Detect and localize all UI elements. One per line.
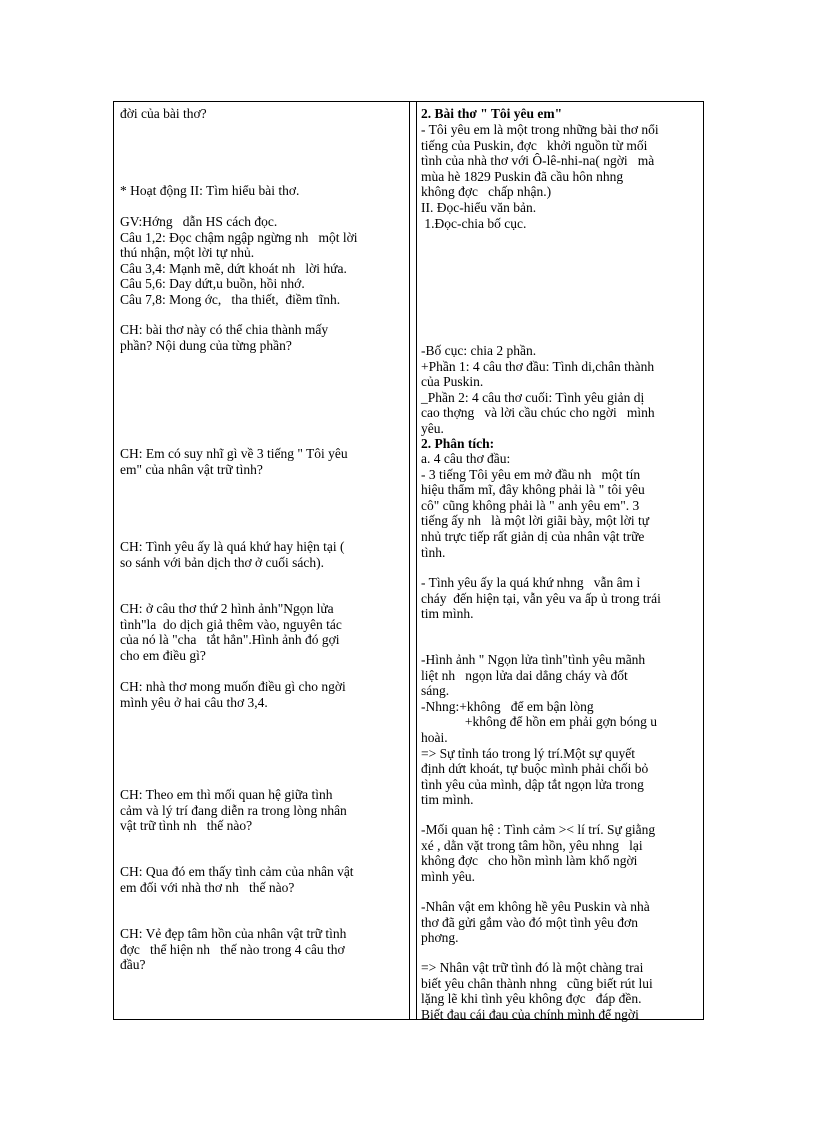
left-text-block: CH: nhà thơ mong muốn điều gì cho ngời mình yêu ở hai câu thơ 3,4. [120,679,346,710]
left-text-block: CH: Em có suy nhĩ gì về 3 tiếng " Tôi yêu em" của nhân vật trữ tình? [120,446,348,477]
left-text-block: * Hoạt động II: Tìm hiểu bài thơ. [120,183,300,198]
left-text-block: CH: Theo em thì mối quan hệ giữa tình cảm và lý trí đang diễn ra trong lòng nhân vật trữ tình nh thế nào? [120,787,347,834]
section-heading: 2. Phân tích: [421,436,495,451]
left-text-block: CH: Qua đó em thấy tình cảm của nhân vật em đối với nhà thơ nh thế nào? [120,864,354,895]
right-text-block: => Nhân vật trữ tình đó là một chàng trai biết yêu chân thành nhng cũng biết rút lui lặng lẽ khi tình yêu không đợc đáp đền. Biết đau cái đau của chính mình để ngời [421,960,653,1022]
left-text-block: CH: bài thơ này có thể chia thành mấy phần? Nội dung của từng phần? [120,322,329,353]
left-text-block: CH: ở câu thơ thứ 2 hình ảnh"Ngọn lửa tình"la do dịch giả thêm vào, nguyên tác của nó là "cha tắt hẳn".Hình ảnh đó gợi cho em điều gì? [120,601,342,663]
lesson-table [113,101,704,1020]
left-text-block: đời của bài thơ? [120,106,207,121]
right-text-block: -Nhân vật em không hề yêu Puskin và nhà thơ đã gửi gắm vào đó một tình yêu đơn phơng. [421,899,650,946]
teacher-activity-column [114,102,410,1019]
right-text-block: -Mối quan hệ : Tình cảm >< lí trí. Sự giằng xé , dằn vặt trong tâm hồn, yêu nhng lại không đợc cho hồn mình làm khổ ngời mình yêu. [421,822,656,884]
right-text-block: -Bố cục: chia 2 phần. +Phần 1: 4 câu thơ đầu: Tình di,chân thành của Puskin. _Phần 2: 4 câu thơ cuối: Tình yêu giản dị cao thợng và lời cầu chúc cho ngời mình yêu. [421,343,655,436]
left-text-block: CH: Tình yêu ấy là quá khứ hay hiện tại ( so sánh với bản dịch thơ ở cuối sách). [120,539,345,570]
left-text-block: GV:Hớng dẫn HS cách đọc. Câu 1,2: Đọc chậm ngập ngừng nh một lời thú nhận, một lời tự nhủ. Câu 3,4: Mạnh mẽ, dứt khoát nh lời hứa. Câu 5,6: Day dứt,u buồn, hồi nhớ. Câu 7,8: Mong ớc, tha thiết, điềm tĩnh. [120,214,358,307]
right-text-block: a. 4 câu thơ đầu: - 3 tiếng Tôi yêu em mở đầu nh một tín hiệu thẩm mĩ, đây không phải là " tôi yêu cô" cũng không phải là " anh yêu em". 3 tiếng ấy nh là một lời giãi bày, một lời tự nhủ trực tiếp rất giản dị của nhân vật trữe tình. [421,451,650,560]
right-text-block: - Tình yêu ấy la quá khứ nhng vẫn âm ỉ cháy đến hiện tại, vẫn yêu va ấp ủ trong trái tim mình. [421,575,661,622]
left-text-block: CH: Vẻ đẹp tâm hồn của nhân vật trữ tình đợc thể hiện nh thế nào trong 4 câu thơ đầu? [120,926,347,973]
section-heading: 2. Bài thơ " Tôi yêu em" [421,106,563,121]
right-text-block: - Tôi yêu em là một trong những bài thơ nổi tiếng của Puskin, đợc khởi nguồn từ mối tình của nhà thơ với Ô-lê-nhi-na( ngời mà mùa hè 1829 Puskin đã cầu hôn nhng không đợc chấp nhận.) II. Đọc-hiểu văn bản. 1.Đọc-chia bố cục. [421,122,659,231]
right-text-block: -Hình ảnh " Ngọn lửa tình"tình yêu mãnh liệt nh ngọn lửa dai dẳng cháy và đốt sáng. -Nhng:+không để em bận lòng +không để hồn em phải gợn bóng u hoài. => Sự tỉnh táo trong lý trí.Một sự quyết định dứt khoát, tự buộc mình phải chối bỏ tình yêu của mình, dập tắt ngọn lửa trong tim mình. [421,652,657,808]
content-column [416,102,703,1022]
